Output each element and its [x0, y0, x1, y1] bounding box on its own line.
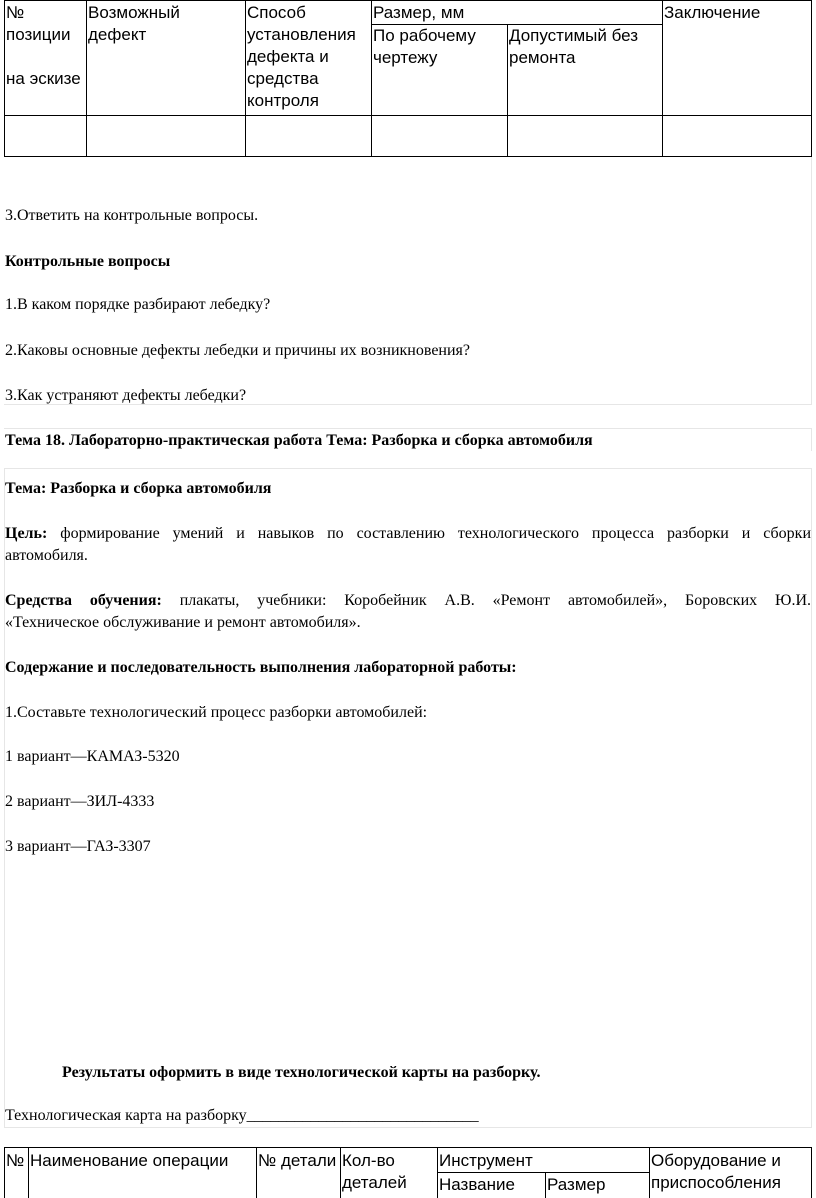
header-conclusion: Заключение: [664, 3, 761, 22]
question-3: 3.Как устраняют дефекты лебедки?: [5, 387, 247, 404]
theme-label: Тема: Разборка и сборка автомобиля: [5, 480, 272, 497]
header-position: № позиции: [6, 3, 71, 44]
means-line-2: «Техническое обслуживание и ремонт автомобиля».: [5, 614, 361, 631]
means-line-1: [5, 590, 811, 612]
tech-card-blank: _____________________________: [246, 1107, 479, 1124]
goal-line-1: [5, 523, 811, 545]
tt-header-tool-name: Название: [439, 1175, 515, 1194]
content-title: Содержание и последовательность выполнения лабораторной работы:: [5, 659, 517, 676]
results-note: Результаты оформить в виде технологической карты на разборку.: [62, 1064, 541, 1081]
tt-header-qty: Кол-во деталей: [342, 1151, 407, 1192]
header-defect: Возможный дефект: [88, 3, 180, 44]
header-method: Способ установления дефекта и средства контроля: [247, 3, 356, 110]
tt-header-equipment: Оборудование и приспособления: [651, 1151, 781, 1192]
tt-header-part-num: № детали: [258, 1151, 337, 1170]
tech-card-label: Технологическая карта на разборку_____________________________: [5, 1107, 479, 1124]
tt-header-tool-size: Размер: [547, 1175, 606, 1194]
step-1: 1.Составьте технологический процесс разборки автомобилей:: [5, 704, 428, 721]
tt-header-tool: Инструмент: [439, 1151, 533, 1170]
means-label: Средства обучения:: [5, 592, 162, 609]
variant-3: 3 вариант—ГАЗ-3307: [5, 838, 151, 855]
question-2: 2.Каковы основные дефекты лебедки и причины их возникновения?: [5, 342, 470, 359]
control-questions-title: Контрольные вопросы: [5, 253, 171, 270]
goal-label: Цель:: [5, 525, 48, 542]
header-size: Размер, мм: [373, 3, 465, 22]
goal-line-2: автомобиля.: [5, 547, 88, 564]
tt-header-operation: Наименование операции: [30, 1151, 229, 1170]
means-text: плакаты, учебники: Коробейник А.В. «Ремонт автомобилей», Боровских Ю.И.: [179, 592, 811, 609]
question-1: 1.В каком порядке разбирают лебедку?: [5, 296, 271, 313]
variant-2: 2 вариант—ЗИЛ-4333: [5, 793, 155, 810]
variant-1: 1 вариант—КАМАЗ-5320: [5, 748, 180, 765]
tt-header-num: №: [6, 1151, 25, 1170]
task-3: 3.Ответить на контрольные вопросы.: [5, 207, 259, 224]
header-size-drawing: По рабочему чертежу: [373, 26, 476, 67]
header-position-sub: на эскизе: [6, 69, 81, 88]
topic-heading: Тема 18. Лабораторно-практическая работа Тема: Разборка и сборка автомобиля: [5, 432, 593, 449]
header-size-allowed: Допустимый без ремонта: [509, 26, 639, 67]
goal-text: формирование умений и навыков по составлению технологического процесса разборки и сборки: [60, 525, 812, 542]
